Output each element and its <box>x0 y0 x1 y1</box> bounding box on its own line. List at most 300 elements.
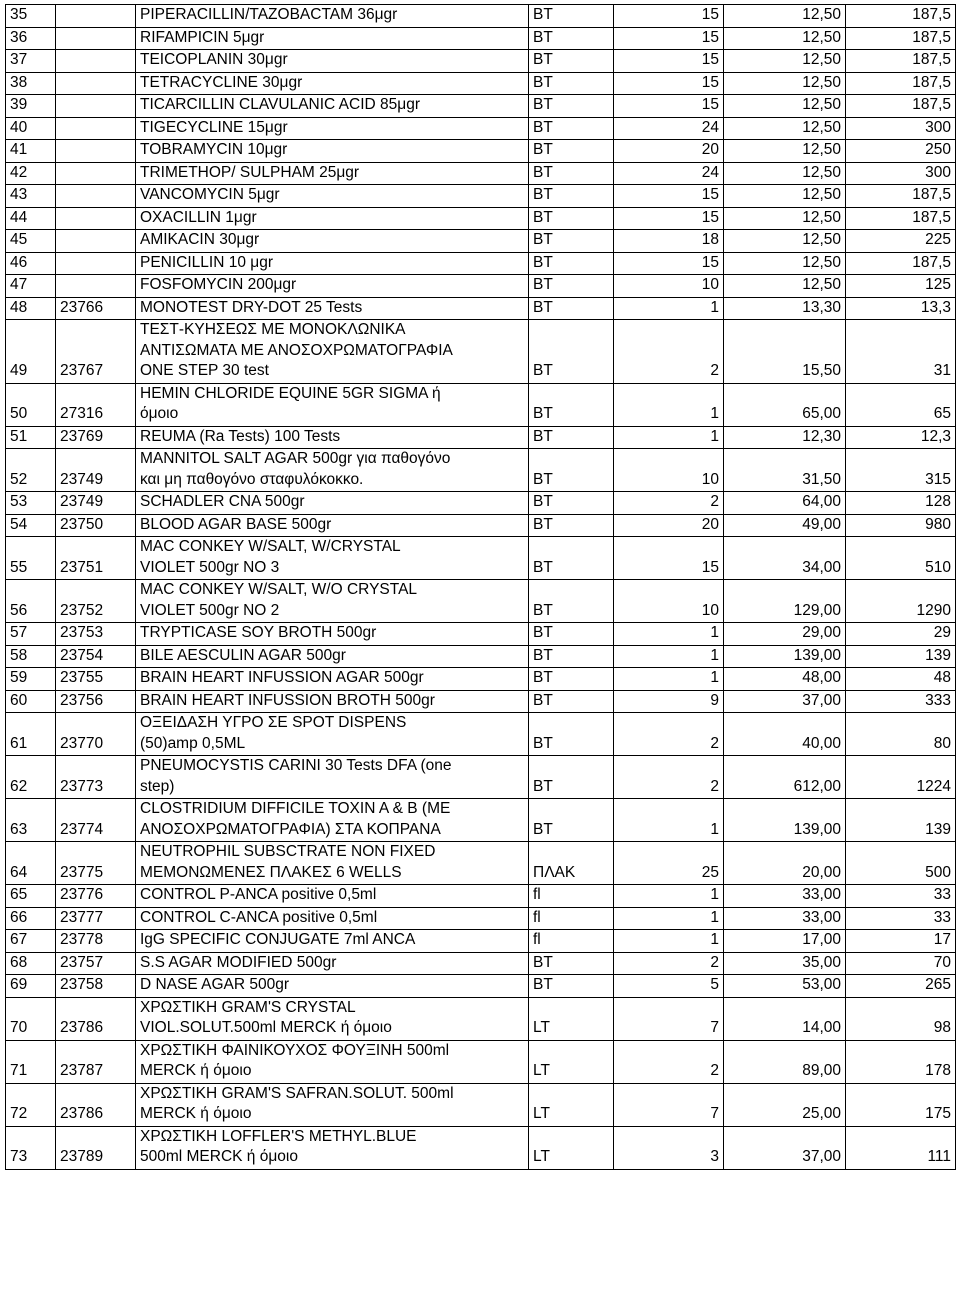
quantity-cell: 15 <box>614 50 724 73</box>
description-line: MERCK ή όμοιο <box>140 1062 252 1079</box>
unit-price-cell: 53,00 <box>724 975 846 998</box>
item-code-cell: 23749 <box>56 449 136 492</box>
row-number-cell: 70 <box>6 997 56 1040</box>
table-row <box>6 162 956 185</box>
item-code-cell <box>56 72 136 95</box>
description-cell <box>136 885 529 908</box>
row-number-cell: 44 <box>6 207 56 230</box>
table-row <box>6 580 956 623</box>
unit-cell: BT <box>529 690 614 713</box>
total-cell: 980 <box>846 514 956 537</box>
quantity-cell: 15 <box>614 185 724 208</box>
item-code-cell: 23775 <box>56 842 136 885</box>
row-number-cell: 58 <box>6 645 56 668</box>
total-cell: 31 <box>846 320 956 384</box>
description-line: BRAIN HEART INFUSSION AGAR 500gr <box>140 669 424 686</box>
description-line: NEUTROPHIL SUBSCTRATE NON FIXED <box>140 843 436 860</box>
description-cell <box>136 1083 529 1126</box>
unit-price-cell: 48,00 <box>724 668 846 691</box>
description-line: MAC CONKEY W/SALT, W/CRYSTAL <box>140 538 401 555</box>
unit-cell: BT <box>529 492 614 515</box>
description-line: CONTROL P-ANCA positive 0,5ml <box>140 886 377 903</box>
total-cell: 250 <box>846 140 956 163</box>
row-number-cell: 66 <box>6 907 56 930</box>
unit-cell: BT <box>529 297 614 320</box>
description-line: ΧΡΩΣΤΙΚΗ LOFFLER'S METHYL.BLUE <box>140 1127 417 1145</box>
quantity-cell: 2 <box>614 952 724 975</box>
item-code-cell <box>56 117 136 140</box>
total-cell: 333 <box>846 690 956 713</box>
unit-price-cell: 25,00 <box>724 1083 846 1126</box>
table-row <box>6 449 956 492</box>
total-cell: 187,5 <box>846 50 956 73</box>
description-line: PENICILLIN 10 μgr <box>140 253 273 271</box>
description-cell <box>136 162 529 185</box>
total-cell: 187,5 <box>846 185 956 208</box>
row-number-cell: 38 <box>6 72 56 95</box>
total-cell: 48 <box>846 668 956 691</box>
description-cell <box>136 50 529 73</box>
unit-cell: fl <box>529 885 614 908</box>
total-cell: 111 <box>846 1126 956 1169</box>
total-cell: 265 <box>846 975 956 998</box>
description-cell <box>136 5 529 28</box>
unit-cell: BT <box>529 5 614 28</box>
total-cell: 500 <box>846 842 956 885</box>
unit-price-cell: 34,00 <box>724 537 846 580</box>
unit-cell: fl <box>529 930 614 953</box>
quantity-cell: 15 <box>614 95 724 118</box>
description-cell <box>136 514 529 537</box>
unit-cell: BT <box>529 449 614 492</box>
description-cell <box>136 185 529 208</box>
description-line: REUMA (Ra Tests) 100 Tests <box>140 427 341 445</box>
description-line: AMIKACIN 30μgr <box>140 231 260 248</box>
total-cell: 29 <box>846 623 956 646</box>
quantity-cell: 1 <box>614 907 724 930</box>
total-cell: 510 <box>846 537 956 580</box>
unit-cell: BT <box>529 230 614 253</box>
total-cell: 128 <box>846 492 956 515</box>
table-row <box>6 117 956 140</box>
unit-cell: BT <box>529 117 614 140</box>
quantity-cell: 2 <box>614 492 724 515</box>
unit-cell: BT <box>529 756 614 799</box>
description-cell <box>136 230 529 253</box>
description-line: VANCOMYCIN 5μgr <box>140 186 280 203</box>
quantity-cell: 10 <box>614 275 724 298</box>
quantity-cell: 1 <box>614 297 724 320</box>
description-cell <box>136 799 529 842</box>
row-number-cell: 36 <box>6 27 56 50</box>
item-code-cell: 23777 <box>56 907 136 930</box>
table-row <box>6 713 956 756</box>
unit-price-cell: 89,00 <box>724 1040 846 1083</box>
unit-price-cell: 12,30 <box>724 426 846 449</box>
table-row <box>6 756 956 799</box>
row-number-cell: 57 <box>6 623 56 646</box>
item-code-cell: 23749 <box>56 492 136 515</box>
description-cell <box>136 580 529 623</box>
row-number-cell: 67 <box>6 930 56 953</box>
item-code-cell: 23755 <box>56 668 136 691</box>
description-cell <box>136 27 529 50</box>
unit-price-cell: 129,00 <box>724 580 846 623</box>
unit-cell: BT <box>529 185 614 208</box>
item-code-cell: 23786 <box>56 1083 136 1126</box>
description-line: step) <box>140 777 175 795</box>
description-line: SCHADLER CNA 500gr <box>140 493 305 510</box>
quantity-cell: 10 <box>614 580 724 623</box>
description-cell <box>136 930 529 953</box>
unit-price-cell: 37,00 <box>724 1126 846 1169</box>
description-line: MANNITOL SALT AGAR 500gr για παθογόνο <box>140 450 451 467</box>
table-row <box>6 975 956 998</box>
description-line: CLOSTRIDIUM DIFFICILE TOXIN A & B (ΜΕ <box>140 800 451 817</box>
item-code-cell <box>56 5 136 28</box>
description-line: PIPERACILLIN/TAZOBACTAM 36μgr <box>140 6 398 23</box>
row-number-cell: 60 <box>6 690 56 713</box>
item-code-cell: 23769 <box>56 426 136 449</box>
unit-cell: BT <box>529 50 614 73</box>
quantity-cell: 10 <box>614 449 724 492</box>
unit-price-cell: 12,50 <box>724 117 846 140</box>
total-cell: 98 <box>846 997 956 1040</box>
unit-price-cell: 12,50 <box>724 50 846 73</box>
row-number-cell: 43 <box>6 185 56 208</box>
unit-price-cell: 12,50 <box>724 95 846 118</box>
row-number-cell: 42 <box>6 162 56 185</box>
description-line: TEICOPLANIN 30μgr <box>140 51 288 68</box>
table-row <box>6 426 956 449</box>
unit-price-cell: 12,50 <box>724 207 846 230</box>
unit-cell: BT <box>529 252 614 275</box>
description-cell <box>136 1126 529 1169</box>
row-number-cell: 69 <box>6 975 56 998</box>
total-cell: 12,3 <box>846 426 956 449</box>
description-line: ΧΡΩΣΤΙΚΗ ΦΑΙΝΙΚΟΥΧΟΣ ΦΟΥΞΙΝΗ 500ml <box>140 1041 450 1059</box>
unit-cell: BT <box>529 799 614 842</box>
table-row <box>6 252 956 275</box>
row-number-cell: 45 <box>6 230 56 253</box>
description-line: BILE AESCULIN AGAR 500gr <box>140 646 346 664</box>
description-cell <box>136 275 529 298</box>
unit-cell: LT <box>529 997 614 1040</box>
total-cell: 187,5 <box>846 5 956 28</box>
quantity-cell: 15 <box>614 537 724 580</box>
description-cell <box>136 252 529 275</box>
row-number-cell: 71 <box>6 1040 56 1083</box>
unit-price-cell: 15,50 <box>724 320 846 384</box>
row-number-cell: 52 <box>6 449 56 492</box>
table-row <box>6 95 956 118</box>
description-line: ONE STEP 30 test <box>140 362 269 379</box>
row-number-cell: 50 <box>6 383 56 426</box>
table-row <box>6 230 956 253</box>
row-number-cell: 39 <box>6 95 56 118</box>
table-row <box>6 320 956 384</box>
item-code-cell: 23767 <box>56 320 136 384</box>
table-body <box>6 5 956 1170</box>
total-cell: 187,5 <box>846 207 956 230</box>
unit-cell: BT <box>529 537 614 580</box>
description-line: MERCK ή όμοιο <box>140 1105 252 1122</box>
total-cell: 315 <box>846 449 956 492</box>
description-cell <box>136 668 529 691</box>
quantity-cell: 1 <box>614 426 724 449</box>
description-cell <box>136 117 529 140</box>
table-row <box>6 645 956 668</box>
description-line: S.S AGAR MODIFIED 500gr <box>140 953 337 971</box>
description-line: BRAIN HEART INFUSSION BROTH 500gr <box>140 691 435 709</box>
description-line: FOSFOMYCIN 200μgr <box>140 276 297 293</box>
row-number-cell: 48 <box>6 297 56 320</box>
quantity-cell: 5 <box>614 975 724 998</box>
table-row <box>6 297 956 320</box>
table-row <box>6 997 956 1040</box>
quantity-cell: 1 <box>614 930 724 953</box>
quantity-cell: 2 <box>614 1040 724 1083</box>
description-line: και μη παθογόνο σταφυλόκοκκο. <box>140 470 364 488</box>
unit-price-cell: 12,50 <box>724 162 846 185</box>
description-line: ΜΕΜΟΝΩΜΕΝΕΣ ΠΛΑΚΕΣ 6 WELLS <box>140 863 402 881</box>
quantity-cell: 18 <box>614 230 724 253</box>
quantity-cell: 1 <box>614 383 724 426</box>
quantity-cell: 2 <box>614 320 724 384</box>
unit-price-cell: 12,50 <box>724 5 846 28</box>
item-code-cell: 27316 <box>56 383 136 426</box>
quantity-cell: 20 <box>614 514 724 537</box>
unit-cell: LT <box>529 1126 614 1169</box>
quantity-cell: 20 <box>614 140 724 163</box>
item-code-cell: 23753 <box>56 623 136 646</box>
item-code-cell <box>56 275 136 298</box>
unit-cell: BT <box>529 514 614 537</box>
unit-price-cell: 14,00 <box>724 997 846 1040</box>
quantity-cell: 24 <box>614 162 724 185</box>
total-cell: 125 <box>846 275 956 298</box>
table-row <box>6 1083 956 1126</box>
item-code-cell <box>56 27 136 50</box>
description-line: TETRACYCLINE 30μgr <box>140 73 303 91</box>
table-row <box>6 930 956 953</box>
description-line: PNEUMOCYSTIS CARINI 30 Tests DFA (one <box>140 757 452 774</box>
item-code-cell: 23750 <box>56 514 136 537</box>
row-number-cell: 59 <box>6 668 56 691</box>
item-code-cell: 23751 <box>56 537 136 580</box>
unit-price-cell: 12,50 <box>724 140 846 163</box>
total-cell: 13,3 <box>846 297 956 320</box>
total-cell: 300 <box>846 162 956 185</box>
item-code-cell <box>56 252 136 275</box>
unit-cell: BT <box>529 27 614 50</box>
item-code-cell: 23773 <box>56 756 136 799</box>
row-number-cell: 37 <box>6 50 56 73</box>
quantity-cell: 24 <box>614 117 724 140</box>
quantity-cell: 15 <box>614 252 724 275</box>
total-cell: 33 <box>846 885 956 908</box>
quantity-cell: 15 <box>614 5 724 28</box>
unit-price-cell: 35,00 <box>724 952 846 975</box>
table-row <box>6 668 956 691</box>
table-row <box>6 140 956 163</box>
table-row <box>6 690 956 713</box>
quantity-cell: 25 <box>614 842 724 885</box>
description-cell <box>136 297 529 320</box>
table-row <box>6 275 956 298</box>
description-cell <box>136 645 529 668</box>
item-code-cell: 23758 <box>56 975 136 998</box>
description-line: TRYPTICASE SOY BROTH 500gr <box>140 624 377 641</box>
description-line: ΧΡΩΣΤΙΚΗ GRAM'S CRYSTAL <box>140 998 356 1016</box>
description-cell <box>136 842 529 885</box>
table-row <box>6 27 956 50</box>
total-cell: 178 <box>846 1040 956 1083</box>
row-number-cell: 47 <box>6 275 56 298</box>
unit-price-cell: 33,00 <box>724 907 846 930</box>
row-number-cell: 41 <box>6 140 56 163</box>
item-code-cell <box>56 207 136 230</box>
row-number-cell: 63 <box>6 799 56 842</box>
row-number-cell: 72 <box>6 1083 56 1126</box>
quantity-cell: 3 <box>614 1126 724 1169</box>
item-code-cell <box>56 230 136 253</box>
description-cell <box>136 383 529 426</box>
row-number-cell: 73 <box>6 1126 56 1169</box>
description-line: TOBRAMYCIN 10μgr <box>140 141 288 158</box>
item-code-cell: 23770 <box>56 713 136 756</box>
item-code-cell: 23756 <box>56 690 136 713</box>
description-cell <box>136 907 529 930</box>
table-row <box>6 1040 956 1083</box>
unit-cell: BT <box>529 645 614 668</box>
total-cell: 187,5 <box>846 72 956 95</box>
row-number-cell: 55 <box>6 537 56 580</box>
table-row <box>6 537 956 580</box>
item-code-cell: 23754 <box>56 645 136 668</box>
description-cell <box>136 140 529 163</box>
description-line: D NASE AGAR 500gr <box>140 976 290 993</box>
row-number-cell: 51 <box>6 426 56 449</box>
description-line: ΑΝΤΙΣΩΜΑΤΑ ΜΕ ΑΝΟΣΟΧΡΩΜΑΤΟΓΡΑΦΙΑ <box>140 341 453 359</box>
description-cell <box>136 207 529 230</box>
unit-price-cell: 17,00 <box>724 930 846 953</box>
item-code-cell: 23776 <box>56 885 136 908</box>
total-cell: 139 <box>846 645 956 668</box>
description-line: OXACILLIN 1μgr <box>140 208 257 226</box>
quantity-cell: 1 <box>614 799 724 842</box>
unit-price-cell: 65,00 <box>724 383 846 426</box>
item-code-cell <box>56 185 136 208</box>
description-line: VIOLET 500gr NO 3 <box>140 558 280 576</box>
table-row <box>6 514 956 537</box>
total-cell: 33 <box>846 907 956 930</box>
unit-cell: BT <box>529 668 614 691</box>
unit-price-cell: 139,00 <box>724 799 846 842</box>
unit-price-cell: 12,50 <box>724 27 846 50</box>
unit-cell: BT <box>529 207 614 230</box>
unit-cell: ΠΛΑΚ <box>529 842 614 885</box>
table-row <box>6 907 956 930</box>
row-number-cell: 35 <box>6 5 56 28</box>
description-cell <box>136 1040 529 1083</box>
unit-price-cell: 31,50 <box>724 449 846 492</box>
description-cell <box>136 72 529 95</box>
unit-price-cell: 139,00 <box>724 645 846 668</box>
unit-cell: BT <box>529 95 614 118</box>
item-code-cell: 23778 <box>56 930 136 953</box>
total-cell: 139 <box>846 799 956 842</box>
table-row <box>6 207 956 230</box>
description-cell <box>136 756 529 799</box>
description-line: VIOLET 500gr NO 2 <box>140 601 280 619</box>
item-code-cell: 23757 <box>56 952 136 975</box>
description-line: ΑΝΟΣΟΧΡΩΜΑΤΟΓΡΑΦΙΑ) ΣΤΑ ΚΟΠΡΑΝΑ <box>140 820 441 838</box>
unit-cell: BT <box>529 623 614 646</box>
description-line: TRIMETHOP/ SULPHAM 25μgr <box>140 163 360 181</box>
description-line: MAC CONKEY W/SALT, W/O CRYSTAL <box>140 581 418 598</box>
description-line: όμοιο <box>140 405 179 422</box>
item-code-cell: 23789 <box>56 1126 136 1169</box>
item-code-cell <box>56 95 136 118</box>
item-code-cell: 23787 <box>56 1040 136 1083</box>
quantity-cell: 7 <box>614 1083 724 1126</box>
unit-cell: BT <box>529 140 614 163</box>
total-cell: 80 <box>846 713 956 756</box>
unit-price-cell: 37,00 <box>724 690 846 713</box>
description-cell <box>136 690 529 713</box>
row-number-cell: 65 <box>6 885 56 908</box>
quantity-cell: 1 <box>614 668 724 691</box>
description-line: (50)amp 0,5ML <box>140 734 246 752</box>
unit-cell: BT <box>529 320 614 384</box>
table-row <box>6 185 956 208</box>
row-number-cell: 56 <box>6 580 56 623</box>
table-row <box>6 885 956 908</box>
description-line: IgG SPECIFIC CONJUGATE 7ml ANCA <box>140 931 416 948</box>
unit-cell: BT <box>529 975 614 998</box>
unit-price-cell: 49,00 <box>724 514 846 537</box>
table-row <box>6 799 956 842</box>
unit-price-cell: 12,50 <box>724 72 846 95</box>
total-cell: 65 <box>846 383 956 426</box>
unit-cell: LT <box>529 1083 614 1126</box>
description-cell <box>136 449 529 492</box>
total-cell: 187,5 <box>846 95 956 118</box>
item-code-cell: 23774 <box>56 799 136 842</box>
description-line: TIGECYCLINE 15μgr <box>140 118 288 136</box>
description-cell <box>136 975 529 998</box>
description-line: TICARCILLIN CLAVULANIC ACID 85μgr <box>140 96 420 113</box>
unit-price-cell: 64,00 <box>724 492 846 515</box>
description-line: VIOL.SOLUT.500ml MERCK ή όμοιο <box>140 1019 392 1036</box>
unit-price-cell: 12,50 <box>724 230 846 253</box>
total-cell: 17 <box>846 930 956 953</box>
description-cell <box>136 713 529 756</box>
description-line: ΤΕΣΤ-ΚΥΗΣΕΩΣ ΜΕ ΜΟΝΟΚΛΩΝΙΚΑ <box>140 321 406 338</box>
total-cell: 70 <box>846 952 956 975</box>
unit-cell: BT <box>529 383 614 426</box>
description-line: 500ml MERCK ή όμοιο <box>140 1148 298 1165</box>
row-number-cell: 46 <box>6 252 56 275</box>
table-row <box>6 72 956 95</box>
item-code-cell <box>56 140 136 163</box>
description-cell <box>136 537 529 580</box>
total-cell: 187,5 <box>846 27 956 50</box>
total-cell: 187,5 <box>846 252 956 275</box>
unit-cell: BT <box>529 162 614 185</box>
description-cell <box>136 492 529 515</box>
